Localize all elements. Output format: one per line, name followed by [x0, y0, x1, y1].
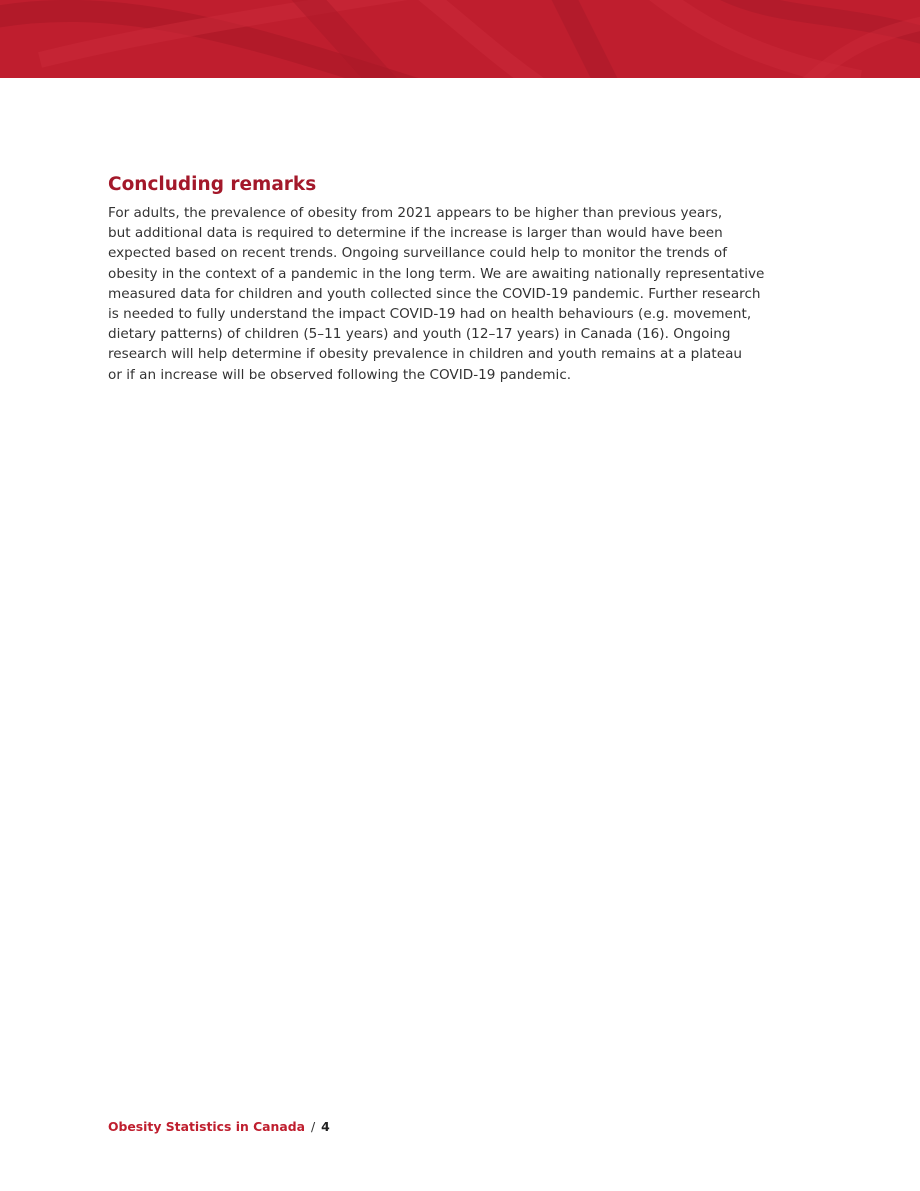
footer-document-title: Obesity Statistics in Canada — [108, 1119, 305, 1134]
paragraph-line: but additional data is required to determine if the increase is larger than would have been — [108, 225, 723, 242]
section-heading: Concluding remarks — [108, 174, 317, 195]
body-paragraph — [108, 203, 808, 385]
paragraph-line: dietary patterns) of children (5–11 years) and youth (12–17 years) in Canada (16). Ongoing — [108, 326, 731, 343]
page-footer — [108, 1118, 330, 1136]
paragraph-line: is needed to fully understand the impact COVID-19 had on health behaviours (e.g. movement, — [108, 306, 752, 323]
concluding-remarks-section — [108, 173, 808, 385]
paragraph-line: measured data for children and youth collected since the COVID-19 pandemic. Further research — [108, 285, 761, 302]
page-number: 4 — [321, 1119, 330, 1134]
footer-separator: / — [310, 1119, 316, 1134]
paragraph-line: or if an increase will be observed following the COVID-19 pandemic. — [108, 366, 572, 383]
paragraph-line: For adults, the prevalence of obesity from 2021 appears to be higher than previous years, — [108, 205, 723, 221]
paragraph-line: research will help determine if obesity prevalence in children and youth remains at a plateau — [108, 346, 743, 363]
paragraph-line: expected based on recent trends. Ongoing surveillance could help to monitor the trends of — [108, 245, 728, 262]
header-decorative-band — [0, 0, 920, 78]
paragraph-line: obesity in the context of a pandemic in the long term. We are awaiting nationally representative — [108, 265, 765, 282]
header-pattern — [0, 0, 920, 78]
